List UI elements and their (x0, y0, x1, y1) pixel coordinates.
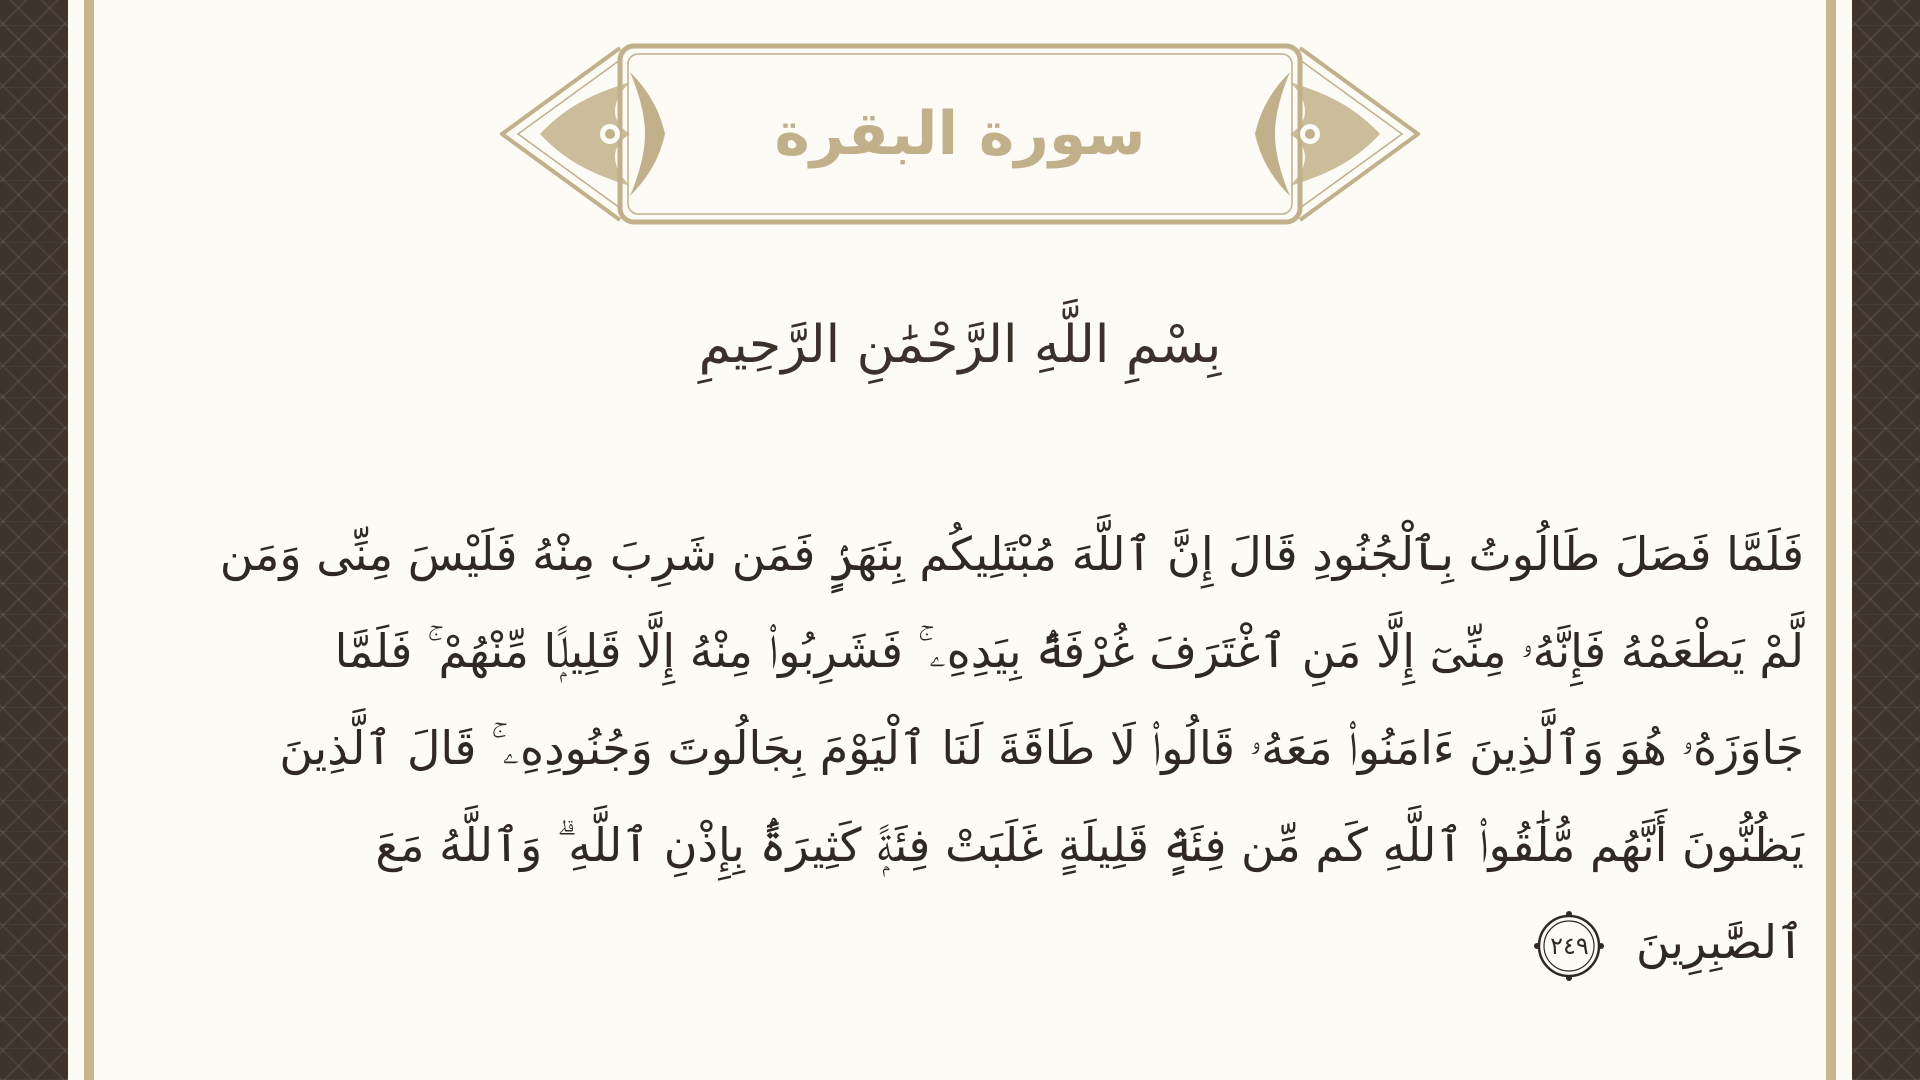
surah-title: سورة البقرة (774, 99, 1146, 169)
ayah-text-block (200, 506, 1804, 991)
ayah-text: فَلَمَّا فَصَلَ طَالُوتُ بِٱلْجُنُودِ قَالَ إِنَّ ٱللَّهَ مُبْتَلِيكُم بِنَهَرٍۢ فَمَن شَرِبَ مِنْهُ فَلَيْسَ مِنِّى وَمَن لَّمْ يَطْعَمْهُ فَإِنَّهُۥ مِنِّىٓ إِلَّا مَنِ ٱغْتَرَفَ غُرْفَةًۢ بِيَدِهِۦ ۚ فَشَرِبُوا۟ مِنْهُ إِلَّا قَلِيلًۭا مِّنْهُمْ ۚ فَلَمَّا جَاوَزَهُۥ هُوَ وَٱلَّذِينَ ءَامَنُوا۟ مَعَهُۥ قَالُوا۟ لَا طَاقَةَ لَنَا ٱلْيَوْمَ بِجَالُوتَ وَجُنُودِهِۦ ۚ قَالَ ٱلَّذِينَ يَظُنُّونَ أَنَّهُم مُّلَٰقُوا۟ ٱللَّهِ كَم مِّن فِئَةٍۢ قَلِيلَةٍ غَلَبَتْ فِئَةًۭ كَثِيرَةًۢ بِإِذْنِ ٱللَّهِ ۗ وَٱللَّهُ مَعَ ٱلصَّٰبِرِينَ (219, 527, 1804, 969)
right-gold-rule (1826, 0, 1836, 1080)
right-ornamental-border (1852, 0, 1920, 1080)
ayah-number: ٢٤٩ (1550, 931, 1589, 960)
basmala: بِسْمِ اللَّهِ الرَّحْمَٰنِ الرَّحِيمِ (698, 315, 1222, 375)
ayah-end-marker (1533, 910, 1605, 982)
left-ornamental-border (0, 0, 68, 1080)
left-gold-rule (84, 0, 94, 1080)
surah-header-cartouche (500, 42, 1420, 226)
